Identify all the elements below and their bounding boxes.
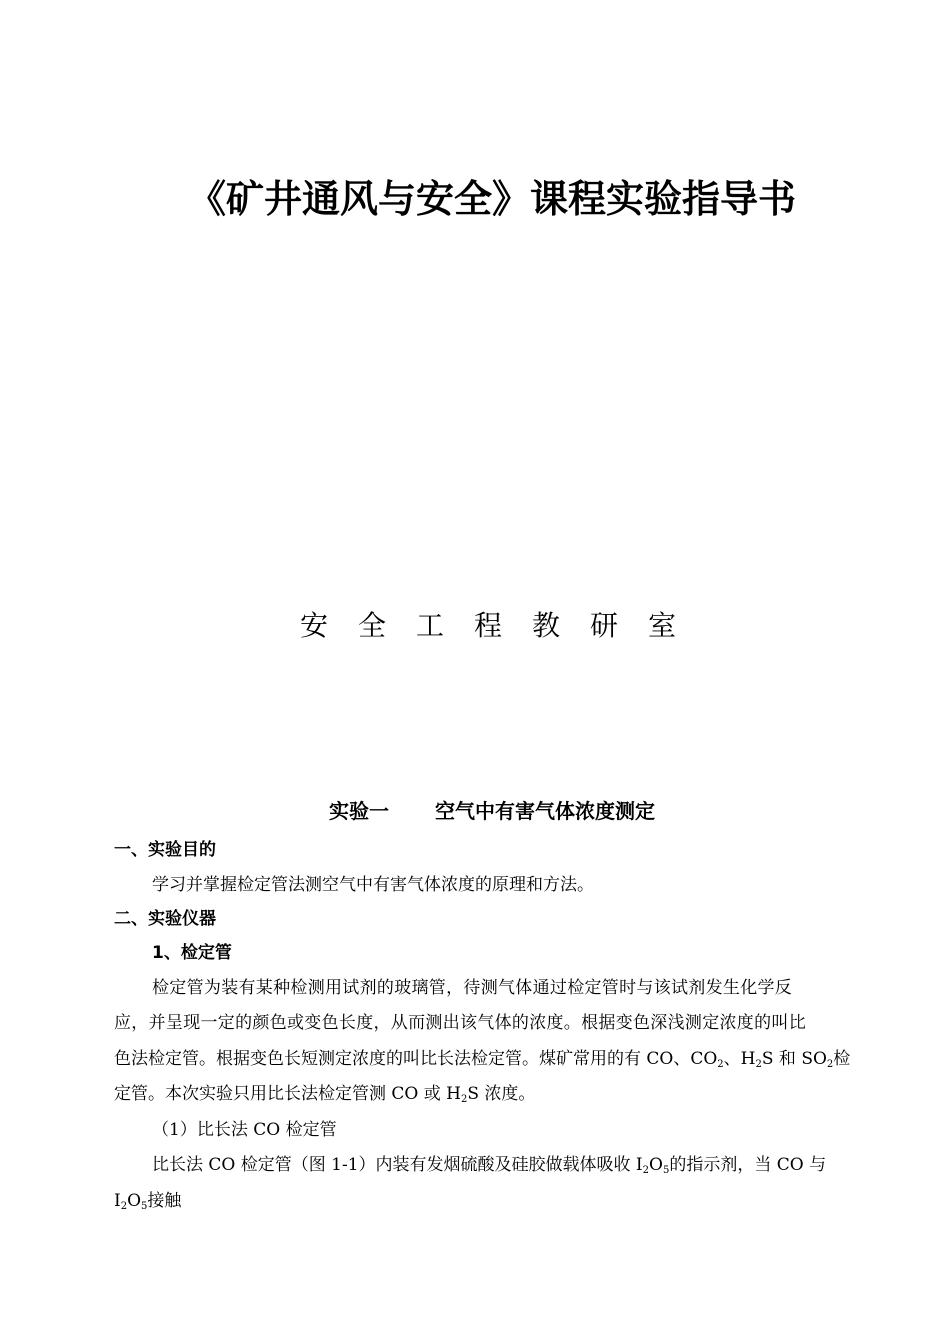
paragraph-line-3: 色法检定管。根据变色长短测定浓度的叫比长法检定管。煤矿常用的有 CO、$CO_2$、$H_2S$ 和 $SO_2$检 bbox=[114, 1049, 851, 1070]
paragraph-line-2: 应，并呈现一定的颜色或变色长度，从而测出该气体的浓度。根据变色深浅测定浓度的叫比 bbox=[114, 1013, 806, 1033]
experiment-label: 实验一 bbox=[329, 799, 389, 823]
experiment-title bbox=[0, 795, 950, 824]
item-heading-co-tube: （1）比长法 CO 检定管 bbox=[152, 1120, 337, 1140]
department-name: 安全工程教研室 bbox=[300, 609, 707, 642]
item-paragraph-line-1: 比长法 CO 检定管（图 1-1）内装有发烟硫酸及硅胶做载体吸收 $I_2O_5$的指示剂，当 CO 与 bbox=[152, 1155, 827, 1176]
purpose-text: 学习并掌握检定管法测空气中有害气体浓度的原理和方法。 bbox=[152, 875, 594, 895]
document-title: 《矿井通风与安全》课程实验指导书 bbox=[187, 177, 796, 221]
item-paragraph-line-2: $I_2O_5$接触 bbox=[114, 1191, 182, 1212]
paragraph-line-4: 定管。本次实验只用比长法检定管测 CO 或 $H_2S$ 浓度。 bbox=[114, 1084, 536, 1105]
section-heading-instruments: 二、实验仪器 bbox=[114, 909, 216, 929]
experiment-name: 空气中有害气体浓度测定 bbox=[435, 799, 655, 823]
sub-heading-detector-tube: 1、检定管 bbox=[152, 943, 232, 963]
section-heading-purpose: 一、实验目的 bbox=[114, 840, 216, 860]
paragraph-line-1: 检定管为装有某种检测用试剂的玻璃管，待测气体通过检定管时与该试剂发生化学反 bbox=[152, 978, 793, 998]
